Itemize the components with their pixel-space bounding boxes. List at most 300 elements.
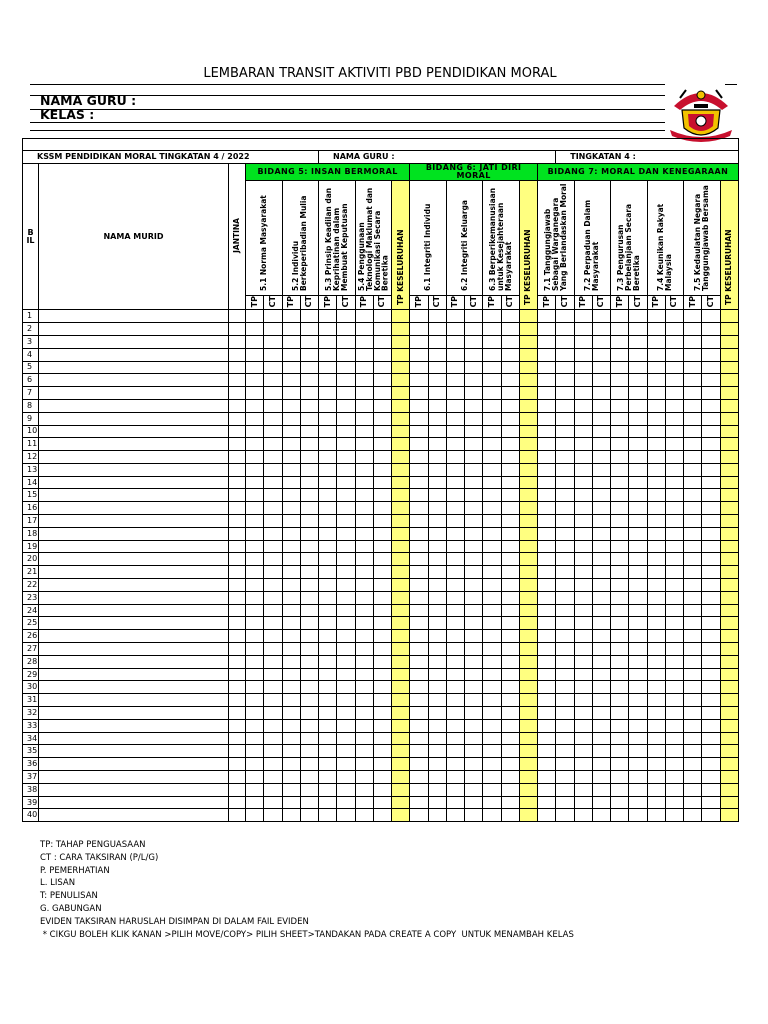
score-cell[interactable] [282, 604, 300, 617]
score-cell[interactable] [665, 335, 683, 348]
score-cell[interactable] [282, 463, 300, 476]
score-cell[interactable] [702, 732, 720, 745]
score-cell[interactable] [246, 387, 264, 400]
score-cell[interactable] [665, 758, 683, 771]
score-cell[interactable] [282, 707, 300, 720]
score-cell[interactable] [483, 655, 501, 668]
score-cell[interactable] [282, 643, 300, 656]
score-cell[interactable] [264, 796, 282, 809]
score-cell[interactable] [373, 630, 391, 643]
score-cell[interactable] [246, 502, 264, 515]
score-cell[interactable] [574, 527, 592, 540]
score-cell[interactable] [538, 387, 556, 400]
score-cell[interactable] [410, 630, 428, 643]
score-cell[interactable] [465, 655, 483, 668]
score-cell[interactable] [611, 604, 629, 617]
score-cell[interactable] [319, 617, 337, 630]
score-cell[interactable] [501, 553, 519, 566]
score-cell[interactable] [483, 348, 501, 361]
score-cell[interactable] [702, 566, 720, 579]
score-cell[interactable] [483, 617, 501, 630]
score-cell[interactable] [629, 783, 647, 796]
jantina-cell[interactable] [229, 463, 246, 476]
score-cell[interactable] [373, 374, 391, 387]
score-cell[interactable] [556, 374, 574, 387]
score-cell[interactable] [501, 335, 519, 348]
score-cell[interactable] [300, 566, 318, 579]
score-cell[interactable] [592, 476, 610, 489]
score-cell[interactable] [319, 591, 337, 604]
score-cell[interactable] [538, 310, 556, 323]
score-cell[interactable] [483, 540, 501, 553]
jantina-cell[interactable] [229, 438, 246, 451]
score-cell[interactable] [611, 591, 629, 604]
score-cell[interactable] [556, 745, 574, 758]
score-cell[interactable] [282, 566, 300, 579]
score-cell[interactable] [337, 694, 355, 707]
score-cell[interactable] [684, 796, 702, 809]
student-name-cell[interactable] [39, 527, 229, 540]
tp-keseluruhan-cell[interactable] [720, 643, 738, 656]
tingkatan-field[interactable]: TINGKATAN 4 : [556, 151, 739, 164]
score-cell[interactable] [264, 502, 282, 515]
tp-keseluruhan-cell[interactable] [392, 387, 410, 400]
tp-keseluruhan-cell[interactable] [392, 553, 410, 566]
score-cell[interactable] [501, 399, 519, 412]
tp-keseluruhan-cell[interactable] [519, 617, 537, 630]
tp-keseluruhan-cell[interactable] [519, 502, 537, 515]
score-cell[interactable] [702, 745, 720, 758]
score-cell[interactable] [337, 540, 355, 553]
score-cell[interactable] [246, 451, 264, 464]
score-cell[interactable] [483, 809, 501, 822]
score-cell[interactable] [556, 502, 574, 515]
score-cell[interactable] [538, 758, 556, 771]
score-cell[interactable] [702, 451, 720, 464]
tp-keseluruhan-cell[interactable] [392, 809, 410, 822]
score-cell[interactable] [446, 310, 464, 323]
score-cell[interactable] [592, 515, 610, 528]
tp-keseluruhan-cell[interactable] [720, 463, 738, 476]
score-cell[interactable] [483, 681, 501, 694]
score-cell[interactable] [665, 643, 683, 656]
score-cell[interactable] [483, 707, 501, 720]
score-cell[interactable] [246, 399, 264, 412]
score-cell[interactable] [246, 310, 264, 323]
score-cell[interactable] [319, 399, 337, 412]
score-cell[interactable] [684, 451, 702, 464]
score-cell[interactable] [629, 579, 647, 592]
score-cell[interactable] [629, 681, 647, 694]
score-cell[interactable] [501, 425, 519, 438]
score-cell[interactable] [246, 540, 264, 553]
score-cell[interactable] [574, 412, 592, 425]
score-cell[interactable] [246, 489, 264, 502]
score-cell[interactable] [556, 591, 574, 604]
score-cell[interactable] [629, 323, 647, 336]
score-cell[interactable] [684, 323, 702, 336]
score-cell[interactable] [483, 527, 501, 540]
score-cell[interactable] [446, 655, 464, 668]
tp-keseluruhan-cell[interactable] [392, 655, 410, 668]
score-cell[interactable] [337, 783, 355, 796]
score-cell[interactable] [538, 732, 556, 745]
score-cell[interactable] [647, 681, 665, 694]
score-cell[interactable] [355, 374, 373, 387]
score-cell[interactable] [574, 668, 592, 681]
score-cell[interactable] [373, 451, 391, 464]
score-cell[interactable] [446, 323, 464, 336]
score-cell[interactable] [592, 335, 610, 348]
tp-keseluruhan-cell[interactable] [720, 719, 738, 732]
score-cell[interactable] [264, 387, 282, 400]
score-cell[interactable] [611, 502, 629, 515]
score-cell[interactable] [501, 527, 519, 540]
score-cell[interactable] [702, 655, 720, 668]
score-cell[interactable] [647, 476, 665, 489]
tp-keseluruhan-cell[interactable] [720, 387, 738, 400]
score-cell[interactable] [501, 310, 519, 323]
score-cell[interactable] [647, 412, 665, 425]
score-cell[interactable] [337, 348, 355, 361]
score-cell[interactable] [246, 771, 264, 784]
score-cell[interactable] [702, 489, 720, 502]
score-cell[interactable] [702, 617, 720, 630]
score-cell[interactable] [465, 579, 483, 592]
score-cell[interactable] [465, 758, 483, 771]
score-cell[interactable] [264, 553, 282, 566]
score-cell[interactable] [538, 476, 556, 489]
tp-keseluruhan-cell[interactable] [392, 591, 410, 604]
jantina-cell[interactable] [229, 719, 246, 732]
score-cell[interactable] [410, 451, 428, 464]
jantina-cell[interactable] [229, 809, 246, 822]
score-cell[interactable] [465, 809, 483, 822]
score-cell[interactable] [410, 310, 428, 323]
score-cell[interactable] [410, 707, 428, 720]
tp-keseluruhan-cell[interactable] [519, 348, 537, 361]
score-cell[interactable] [629, 604, 647, 617]
score-cell[interactable] [665, 463, 683, 476]
tp-keseluruhan-cell[interactable] [720, 310, 738, 323]
score-cell[interactable] [483, 719, 501, 732]
student-name-cell[interactable] [39, 579, 229, 592]
score-cell[interactable] [611, 335, 629, 348]
score-cell[interactable] [264, 809, 282, 822]
score-cell[interactable] [428, 502, 446, 515]
tp-keseluruhan-cell[interactable] [519, 771, 537, 784]
score-cell[interactable] [574, 771, 592, 784]
score-cell[interactable] [665, 425, 683, 438]
score-cell[interactable] [428, 732, 446, 745]
score-cell[interactable] [665, 732, 683, 745]
score-cell[interactable] [592, 655, 610, 668]
score-cell[interactable] [282, 694, 300, 707]
score-cell[interactable] [264, 771, 282, 784]
score-cell[interactable] [300, 732, 318, 745]
score-cell[interactable] [410, 566, 428, 579]
score-cell[interactable] [282, 668, 300, 681]
score-cell[interactable] [373, 745, 391, 758]
score-cell[interactable] [702, 463, 720, 476]
tp-keseluruhan-cell[interactable] [392, 310, 410, 323]
score-cell[interactable] [319, 361, 337, 374]
student-name-cell[interactable] [39, 348, 229, 361]
score-cell[interactable] [246, 796, 264, 809]
score-cell[interactable] [574, 809, 592, 822]
score-cell[interactable] [428, 681, 446, 694]
score-cell[interactable] [410, 796, 428, 809]
score-cell[interactable] [684, 809, 702, 822]
score-cell[interactable] [684, 502, 702, 515]
tp-keseluruhan-cell[interactable] [720, 451, 738, 464]
jantina-cell[interactable] [229, 476, 246, 489]
score-cell[interactable] [611, 476, 629, 489]
score-cell[interactable] [428, 566, 446, 579]
tp-keseluruhan-cell[interactable] [720, 489, 738, 502]
score-cell[interactable] [465, 527, 483, 540]
jantina-cell[interactable] [229, 707, 246, 720]
score-cell[interactable] [592, 310, 610, 323]
score-cell[interactable] [538, 617, 556, 630]
score-cell[interactable] [373, 783, 391, 796]
score-cell[interactable] [574, 732, 592, 745]
tp-keseluruhan-cell[interactable] [519, 412, 537, 425]
tp-keseluruhan-cell[interactable] [720, 412, 738, 425]
score-cell[interactable] [538, 771, 556, 784]
score-cell[interactable] [465, 463, 483, 476]
score-cell[interactable] [556, 681, 574, 694]
tp-keseluruhan-cell[interactable] [392, 630, 410, 643]
score-cell[interactable] [556, 425, 574, 438]
score-cell[interactable] [665, 476, 683, 489]
tp-keseluruhan-cell[interactable] [392, 335, 410, 348]
score-cell[interactable] [611, 719, 629, 732]
tp-keseluruhan-cell[interactable] [720, 604, 738, 617]
score-cell[interactable] [410, 732, 428, 745]
score-cell[interactable] [300, 476, 318, 489]
score-cell[interactable] [282, 783, 300, 796]
score-cell[interactable] [428, 425, 446, 438]
score-cell[interactable] [282, 591, 300, 604]
score-cell[interactable] [556, 604, 574, 617]
score-cell[interactable] [538, 412, 556, 425]
score-cell[interactable] [629, 374, 647, 387]
score-cell[interactable] [428, 527, 446, 540]
tp-keseluruhan-cell[interactable] [392, 515, 410, 528]
score-cell[interactable] [300, 425, 318, 438]
tp-keseluruhan-cell[interactable] [720, 502, 738, 515]
score-cell[interactable] [665, 809, 683, 822]
score-cell[interactable] [647, 323, 665, 336]
score-cell[interactable] [647, 771, 665, 784]
score-cell[interactable] [629, 348, 647, 361]
score-cell[interactable] [300, 681, 318, 694]
score-cell[interactable] [574, 758, 592, 771]
score-cell[interactable] [592, 591, 610, 604]
jantina-cell[interactable] [229, 425, 246, 438]
score-cell[interactable] [483, 335, 501, 348]
score-cell[interactable] [337, 323, 355, 336]
score-cell[interactable] [501, 758, 519, 771]
tp-keseluruhan-cell[interactable] [392, 783, 410, 796]
tp-keseluruhan-cell[interactable] [392, 758, 410, 771]
score-cell[interactable] [446, 399, 464, 412]
score-cell[interactable] [647, 387, 665, 400]
score-cell[interactable] [446, 783, 464, 796]
score-cell[interactable] [665, 323, 683, 336]
score-cell[interactable] [337, 399, 355, 412]
score-cell[interactable] [665, 668, 683, 681]
jantina-cell[interactable] [229, 783, 246, 796]
student-name-cell[interactable] [39, 387, 229, 400]
score-cell[interactable] [410, 591, 428, 604]
score-cell[interactable] [611, 643, 629, 656]
score-cell[interactable] [428, 643, 446, 656]
tp-keseluruhan-cell[interactable] [392, 719, 410, 732]
score-cell[interactable] [246, 783, 264, 796]
score-cell[interactable] [373, 527, 391, 540]
score-cell[interactable] [373, 515, 391, 528]
score-cell[interactable] [373, 438, 391, 451]
score-cell[interactable] [355, 425, 373, 438]
score-cell[interactable] [264, 643, 282, 656]
score-cell[interactable] [319, 348, 337, 361]
score-cell[interactable] [319, 310, 337, 323]
student-name-cell[interactable] [39, 758, 229, 771]
score-cell[interactable] [319, 783, 337, 796]
tp-keseluruhan-cell[interactable] [720, 425, 738, 438]
score-cell[interactable] [410, 374, 428, 387]
score-cell[interactable] [556, 617, 574, 630]
score-cell[interactable] [300, 630, 318, 643]
score-cell[interactable] [264, 655, 282, 668]
score-cell[interactable] [465, 630, 483, 643]
score-cell[interactable] [501, 451, 519, 464]
score-cell[interactable] [611, 758, 629, 771]
tp-keseluruhan-cell[interactable] [519, 527, 537, 540]
score-cell[interactable] [373, 476, 391, 489]
score-cell[interactable] [319, 463, 337, 476]
score-cell[interactable] [465, 796, 483, 809]
score-cell[interactable] [300, 719, 318, 732]
score-cell[interactable] [574, 310, 592, 323]
score-cell[interactable] [556, 566, 574, 579]
tp-keseluruhan-cell[interactable] [519, 783, 537, 796]
tp-keseluruhan-cell[interactable] [720, 668, 738, 681]
score-cell[interactable] [592, 668, 610, 681]
score-cell[interactable] [337, 732, 355, 745]
score-cell[interactable] [665, 566, 683, 579]
score-cell[interactable] [410, 643, 428, 656]
score-cell[interactable] [647, 361, 665, 374]
tp-keseluruhan-cell[interactable] [392, 451, 410, 464]
score-cell[interactable] [428, 438, 446, 451]
score-cell[interactable] [501, 348, 519, 361]
student-name-cell[interactable] [39, 502, 229, 515]
score-cell[interactable] [665, 451, 683, 464]
jantina-cell[interactable] [229, 399, 246, 412]
score-cell[interactable] [446, 527, 464, 540]
score-cell[interactable] [538, 553, 556, 566]
score-cell[interactable] [246, 438, 264, 451]
score-cell[interactable] [264, 476, 282, 489]
score-cell[interactable] [319, 758, 337, 771]
score-cell[interactable] [574, 515, 592, 528]
student-name-cell[interactable] [39, 425, 229, 438]
score-cell[interactable] [611, 425, 629, 438]
tp-keseluruhan-cell[interactable] [720, 681, 738, 694]
score-cell[interactable] [592, 323, 610, 336]
score-cell[interactable] [282, 310, 300, 323]
score-cell[interactable] [319, 374, 337, 387]
score-cell[interactable] [574, 387, 592, 400]
score-cell[interactable] [574, 489, 592, 502]
score-cell[interactable] [300, 745, 318, 758]
score-cell[interactable] [428, 630, 446, 643]
tp-keseluruhan-cell[interactable] [519, 425, 537, 438]
score-cell[interactable] [647, 719, 665, 732]
score-cell[interactable] [446, 630, 464, 643]
score-cell[interactable] [300, 527, 318, 540]
score-cell[interactable] [355, 451, 373, 464]
student-name-cell[interactable] [39, 719, 229, 732]
score-cell[interactable] [501, 515, 519, 528]
score-cell[interactable] [428, 387, 446, 400]
score-cell[interactable] [300, 655, 318, 668]
score-cell[interactable] [373, 553, 391, 566]
score-cell[interactable] [446, 502, 464, 515]
score-cell[interactable] [355, 348, 373, 361]
tp-keseluruhan-cell[interactable] [519, 323, 537, 336]
score-cell[interactable] [702, 540, 720, 553]
score-cell[interactable] [556, 783, 574, 796]
tp-keseluruhan-cell[interactable] [392, 579, 410, 592]
score-cell[interactable] [465, 348, 483, 361]
score-cell[interactable] [355, 655, 373, 668]
score-cell[interactable] [300, 502, 318, 515]
tp-keseluruhan-cell[interactable] [519, 655, 537, 668]
score-cell[interactable] [684, 335, 702, 348]
score-cell[interactable] [410, 681, 428, 694]
score-cell[interactable] [246, 617, 264, 630]
score-cell[interactable] [300, 707, 318, 720]
student-name-cell[interactable] [39, 617, 229, 630]
student-name-cell[interactable] [39, 643, 229, 656]
score-cell[interactable] [538, 502, 556, 515]
score-cell[interactable] [684, 719, 702, 732]
score-cell[interactable] [647, 502, 665, 515]
score-cell[interactable] [665, 502, 683, 515]
score-cell[interactable] [373, 412, 391, 425]
score-cell[interactable] [428, 745, 446, 758]
score-cell[interactable] [337, 630, 355, 643]
score-cell[interactable] [282, 553, 300, 566]
score-cell[interactable] [483, 604, 501, 617]
score-cell[interactable] [538, 630, 556, 643]
tp-keseluruhan-cell[interactable] [720, 707, 738, 720]
score-cell[interactable] [629, 809, 647, 822]
score-cell[interactable] [446, 617, 464, 630]
score-cell[interactable] [611, 655, 629, 668]
score-cell[interactable] [428, 476, 446, 489]
student-name-cell[interactable] [39, 668, 229, 681]
score-cell[interactable] [465, 476, 483, 489]
score-cell[interactable] [665, 796, 683, 809]
score-cell[interactable] [446, 374, 464, 387]
score-cell[interactable] [611, 783, 629, 796]
score-cell[interactable] [702, 579, 720, 592]
